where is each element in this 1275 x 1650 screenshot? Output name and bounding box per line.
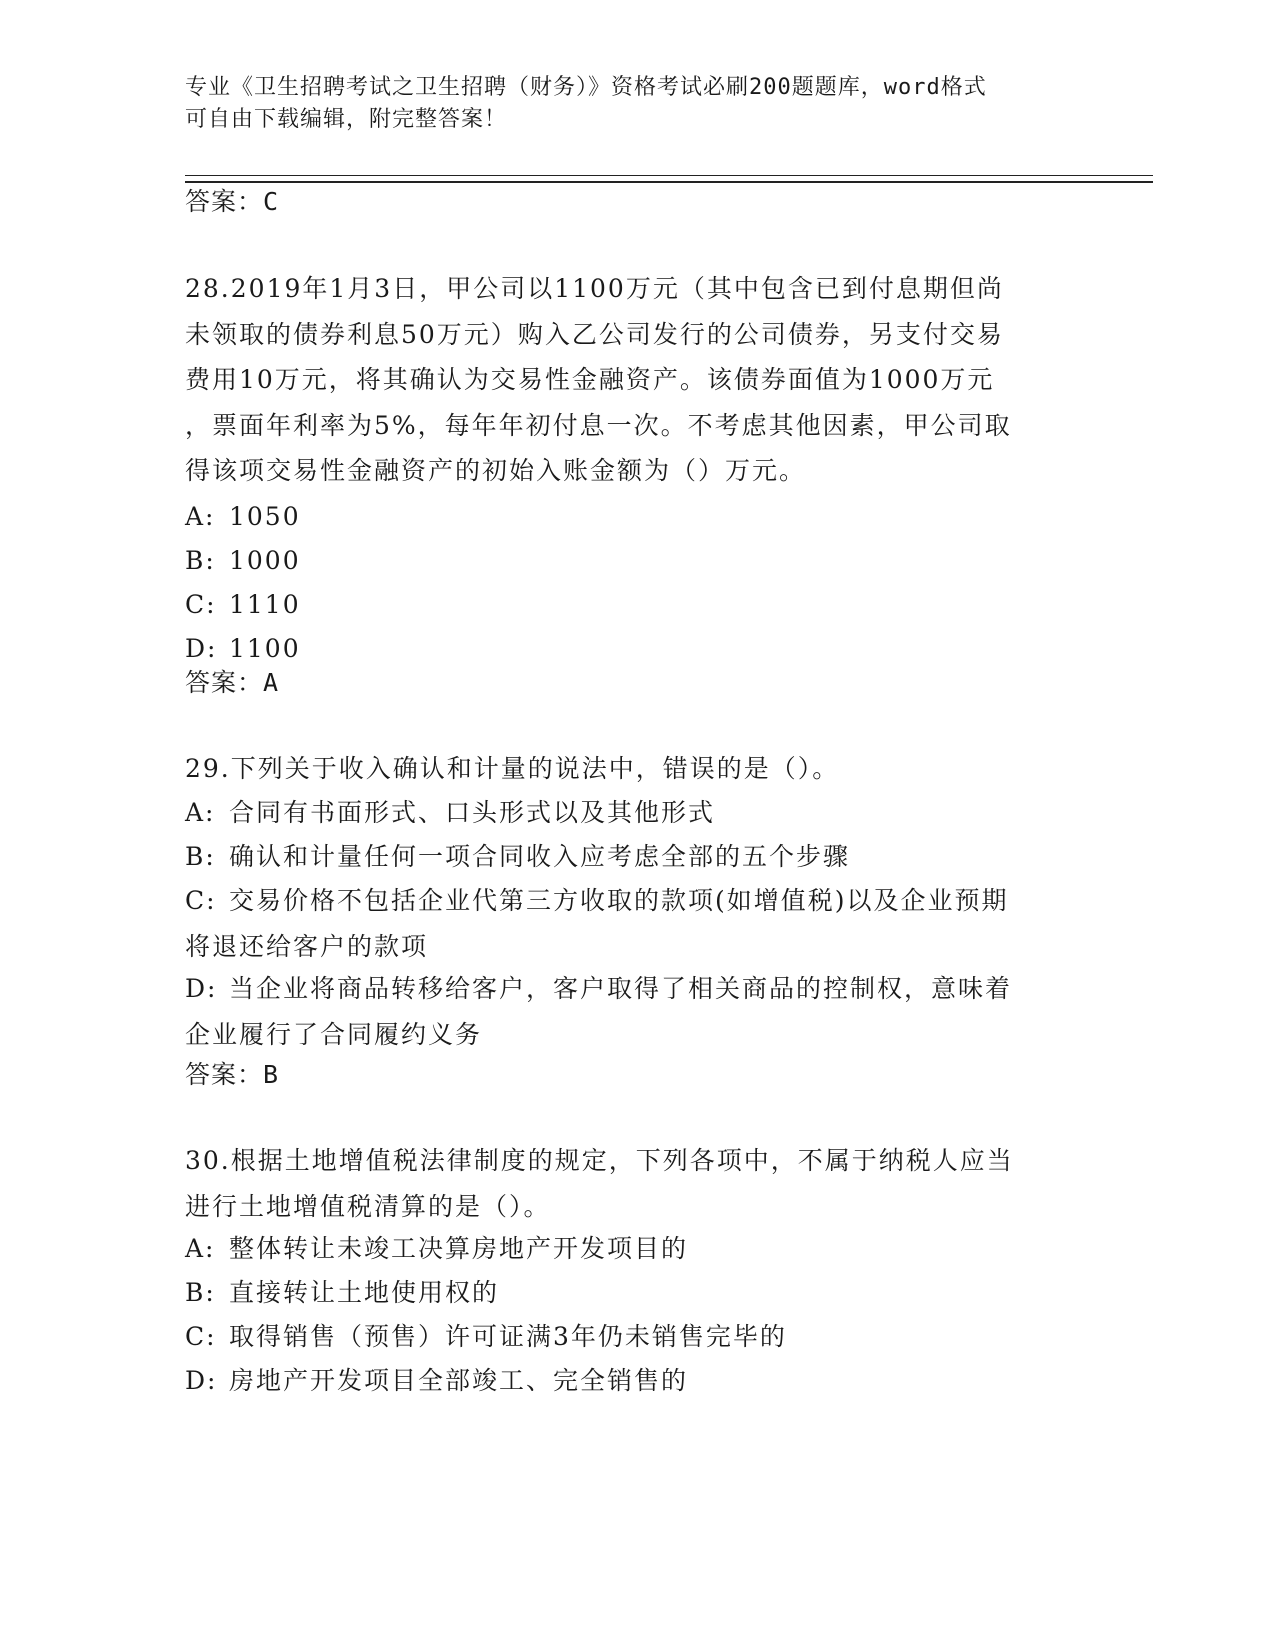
option-text: 1100 — [229, 634, 301, 663]
option-key: D: — [185, 1366, 218, 1395]
question-30-option-a — [185, 1226, 1075, 1272]
question-29-option-b — [185, 834, 1075, 880]
option-key: B: — [185, 546, 216, 575]
answer-28: 答案：A — [185, 668, 280, 697]
option-text: 1110 — [229, 590, 301, 619]
answer-29: 答案：B — [185, 1060, 280, 1089]
option-key: B: — [185, 1278, 216, 1307]
option-text: 房地产开发项目全部竣工、完全销售的 — [229, 1366, 689, 1395]
question-30-option-b — [185, 1270, 1075, 1316]
option-text: 1000 — [229, 546, 301, 575]
option-text: 1050 — [229, 502, 301, 531]
question-30-option-d — [185, 1358, 1075, 1404]
header-divider-thin — [185, 175, 1153, 176]
question-29-option-d — [185, 966, 1075, 1057]
question-28-stem — [185, 266, 1075, 494]
stem-line: 30.根据土地增值税法律制度的规定，下列各项中，不属于纳税人应当 — [185, 1146, 1014, 1175]
option-text-continued: 将退还给客户的款项 — [185, 931, 429, 961]
question-29-option-a — [185, 790, 1075, 836]
option-key: A: — [185, 798, 216, 827]
option-key: A: — [185, 502, 216, 531]
header-divider-thick — [185, 181, 1153, 183]
option-key: C: — [185, 886, 217, 915]
option-text: 合同有书面形式、口头形式以及其他形式 — [229, 798, 716, 827]
stem-line: 得该项交易性金融资产的初始入账金额为（）万元。 — [185, 456, 807, 485]
question-30-option-c — [185, 1314, 1075, 1360]
question-28-option-d — [185, 626, 1075, 672]
option-key: C: — [185, 1322, 217, 1351]
header-line-2: 可自由下载编辑，附完整答案！ — [185, 107, 508, 132]
stem-line: 进行土地增值税清算的是（）。 — [185, 1191, 551, 1221]
option-text: 确认和计量任何一项合同收入应考虑全部的五个步骤 — [229, 842, 851, 871]
option-key: D: — [185, 974, 218, 1003]
option-text: 当企业将商品转移给客户，客户取得了相关商品的控制权，意味着 — [229, 974, 1013, 1003]
question-28-option-b — [185, 538, 1075, 584]
header-line-1: 专业《卫生招聘考试之卫生招聘（财务）》资格考试必刷200题题库，word格式 — [185, 75, 987, 100]
option-text: 取得销售（预售）许可证满3年仍未销售完毕的 — [229, 1322, 787, 1351]
question-29-option-c — [185, 878, 1075, 969]
option-text-continued: 企业履行了合同履约义务 — [185, 1019, 483, 1049]
question-28-option-a — [185, 494, 1075, 540]
option-text: 整体转让未竣工决算房地产开发项目的 — [229, 1234, 689, 1263]
option-key: D: — [185, 634, 218, 663]
answer-27: 答案：C — [185, 187, 280, 216]
question-28-option-c — [185, 582, 1075, 628]
stem-line: 29.下列关于收入确认和计量的说法中，错误的是（）。 — [185, 754, 840, 783]
option-key: C: — [185, 590, 217, 619]
question-29-stem — [185, 746, 1075, 792]
document-header — [185, 72, 1065, 136]
option-key: A: — [185, 1234, 216, 1263]
option-key: B: — [185, 842, 216, 871]
option-text: 交易价格不包括企业代第三方收取的款项(如增值税)以及企业预期 — [229, 886, 1009, 915]
stem-line: 费用10万元，将其确认为交易性金融资产。该债券面值为1000万元 — [185, 365, 995, 394]
question-30-stem — [185, 1138, 1075, 1229]
option-text: 直接转让土地使用权的 — [229, 1278, 500, 1307]
stem-line: ，票面年利率为5%，每年年初付息一次。不考虑其他因素，甲公司取 — [185, 410, 1012, 440]
stem-line: 未领取的债券利息50万元）购入乙公司发行的公司债券，另支付交易 — [185, 319, 1004, 349]
stem-line: 28.2019年1月3日，甲公司以1100万元（其中包含已到付息期但尚 — [185, 274, 1004, 303]
